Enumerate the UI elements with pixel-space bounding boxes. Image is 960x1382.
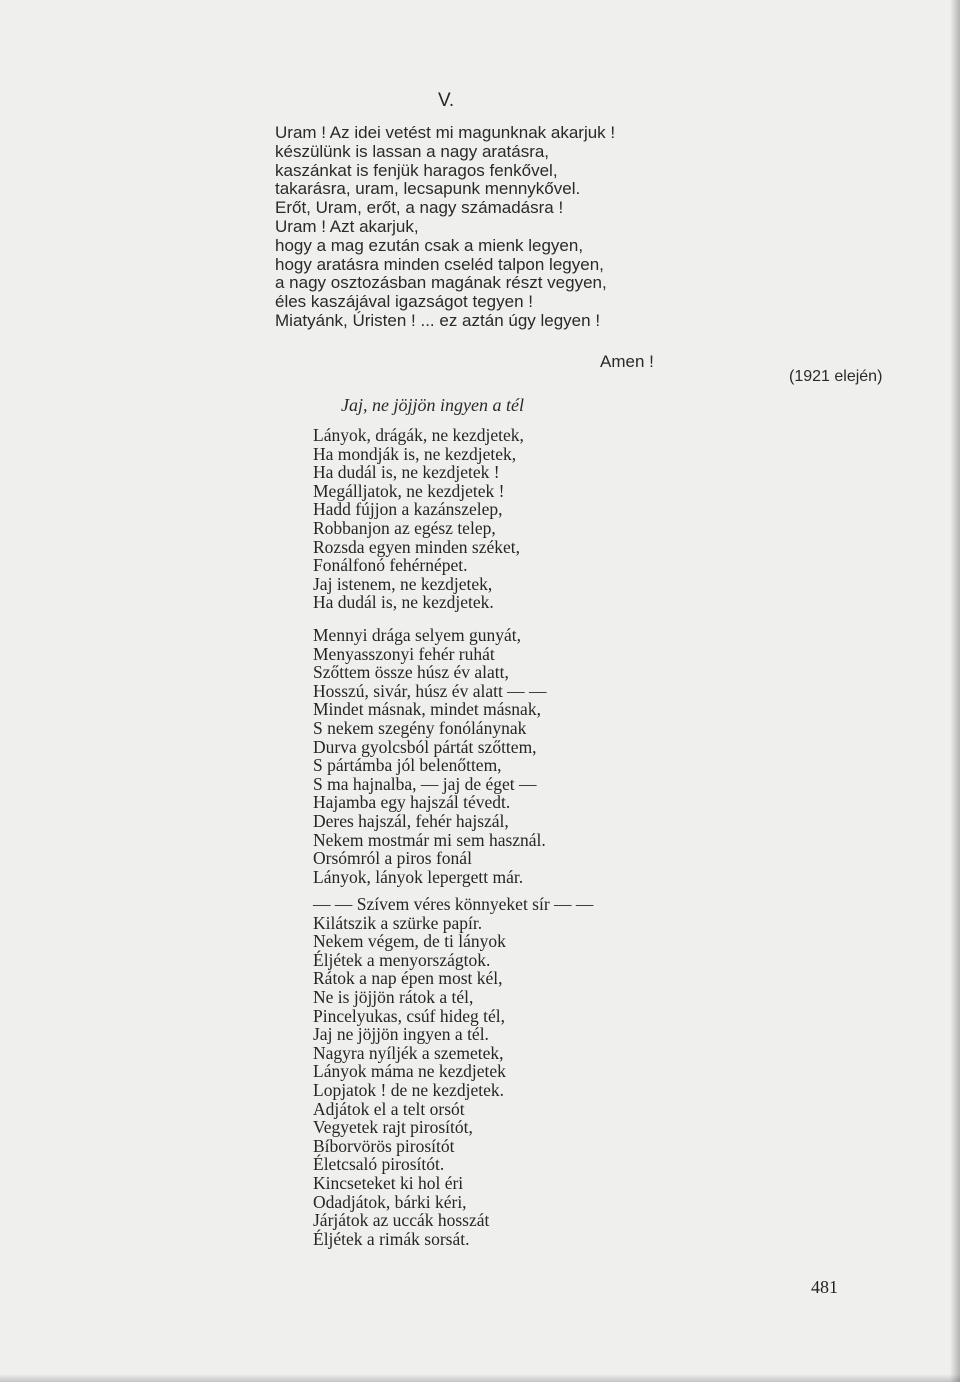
verse-line: Éljétek a rimák sorsát. [313,1228,470,1249]
verse-line: — — Szívem véres könnyeket sír — — [313,894,594,914]
verse-line: Fonálfonó fehérnépet. [313,555,468,576]
page-bottom-shadow [0,1374,960,1382]
verse-line: Vegyetek rajt pirosítót, [313,1117,473,1138]
verse-line: Lányok, drágák, ne kezdjetek, [313,425,524,445]
verse-line: Durva gyolcsból pártát szőttem, [313,736,537,757]
page-edge-shadow [950,0,960,1382]
verse-line: Mennyi drága selyem gunyát, [313,625,522,645]
verse-line: Kilátszik a szürke papír. [313,912,483,933]
verse-line: Nagyra nyíljék a szemetek, [313,1042,504,1063]
poem-title: Jaj, ne jöjjön ingyen a tél [341,395,524,415]
verse-line: Megálljatok, ne kezdjetek ! [313,480,505,501]
verse-line: Adjátok el a telt orsót [313,1098,465,1119]
verse-line: Hosszú, sivár, húsz év alatt — — [313,680,547,701]
verse-line: Nekem mostmár mi sem használ. [313,829,546,850]
verse-line: Orsómról a piros fonál [313,848,472,869]
verse-line: Lányok máma ne kezdjetek [313,1061,506,1082]
verse-line: Járjátok az uccák hosszát [313,1210,490,1231]
verse-line: Hajamba egy hajszál tévedt. [313,792,511,813]
section-number: V. [438,90,455,111]
verse-line: kaszánkat is fenjük haragos fenkővel, [275,160,558,180]
stanza-1 [313,426,524,612]
verse-line: Ha dudál is, ne kezdjetek ! [313,462,500,483]
verse-line: Robbanjon az egész telep, [313,517,496,538]
page-number: 481 [811,1277,838,1297]
verse-line: a nagy osztozásban magának részt vegyen, [275,273,607,293]
verse-line: Jaj ne jöjjön ingyen a tél. [313,1024,489,1045]
verse-line: Menyasszonyi fehér ruhát [313,643,495,664]
verse-line: Rátok a nap épen most kél, [313,968,503,989]
verse-line: Életcsaló pirosítót. [313,1154,445,1175]
verse-line: Ha dudál is, ne kezdjetek. [313,592,494,613]
section-stanza [275,124,615,331]
verse-line: Éljétek a menyországtok. [313,949,491,970]
verse-line: Erőt, Uram, erőt, a nagy számadásra ! [275,198,564,218]
verse-line: Uram ! Azt akarjuk, [275,216,419,236]
verse-line: takarásra, uram, lecsapunk mennykővel. [275,179,581,199]
verse-line: hogy aratásra minden cseléd talpon legyen, [275,254,604,274]
verse-line: Jaj istenem, ne kezdjetek, [313,573,493,594]
verse-line: Odadjátok, bárki kéri, [313,1191,467,1212]
verse-line: Hadd fújjon a kazánszelep, [313,499,503,520]
verse-line: Nekem végem, de ti lányok [313,931,506,952]
verse-line: S pártámba jól belenőttem, [313,755,502,776]
verse-line: S ma hajnalba, — jaj de éget — [313,773,537,794]
verse-line: Lányok, lányok lepergett már. [313,866,524,887]
verse-line: Pincelyukas, csúf hideg tél, [313,1005,505,1026]
verse-line: Ne is jöjjön rátok a tél, [313,986,474,1007]
verse-line: Bíborvörös pirosítót [313,1135,455,1156]
verse-line: Miatyánk, Úristen ! ... ez aztán úgy legyen ! [275,310,601,330]
stanza-3 [313,895,593,1248]
verse-line: Uram ! Az idei vetést mi magunknak akarjuk ! [275,123,616,142]
verse-line: Szőttem össze húsz év alatt, [313,662,509,683]
verse-line: Mindet másnak, mindet másnak, [313,699,541,720]
verse-line: Rozsda egyen minden széket, [313,536,521,557]
verse-line: S nekem szegény fonólánynak [313,717,527,738]
verse-line: Lopjatok ! de ne kezdjetek. [313,1079,504,1100]
verse-line: Kincseteket ki hol éri [313,1172,464,1193]
verse-line: Ha mondják is, ne kezdjetek, [313,443,517,464]
verse-line: Deres hajszál, fehér hajszál, [313,810,509,831]
verse-line: hogy a mag ezután csak a mienk legyen, [275,235,584,255]
verse-line: készülünk is lassan a nagy aratásra, [275,141,550,161]
verse-line: éles kaszájával igazságot tegyen ! [275,292,533,312]
stanza-2 [313,626,547,886]
amen-line: Amen ! [600,352,654,371]
poem-date: (1921 elején) [789,368,883,385]
